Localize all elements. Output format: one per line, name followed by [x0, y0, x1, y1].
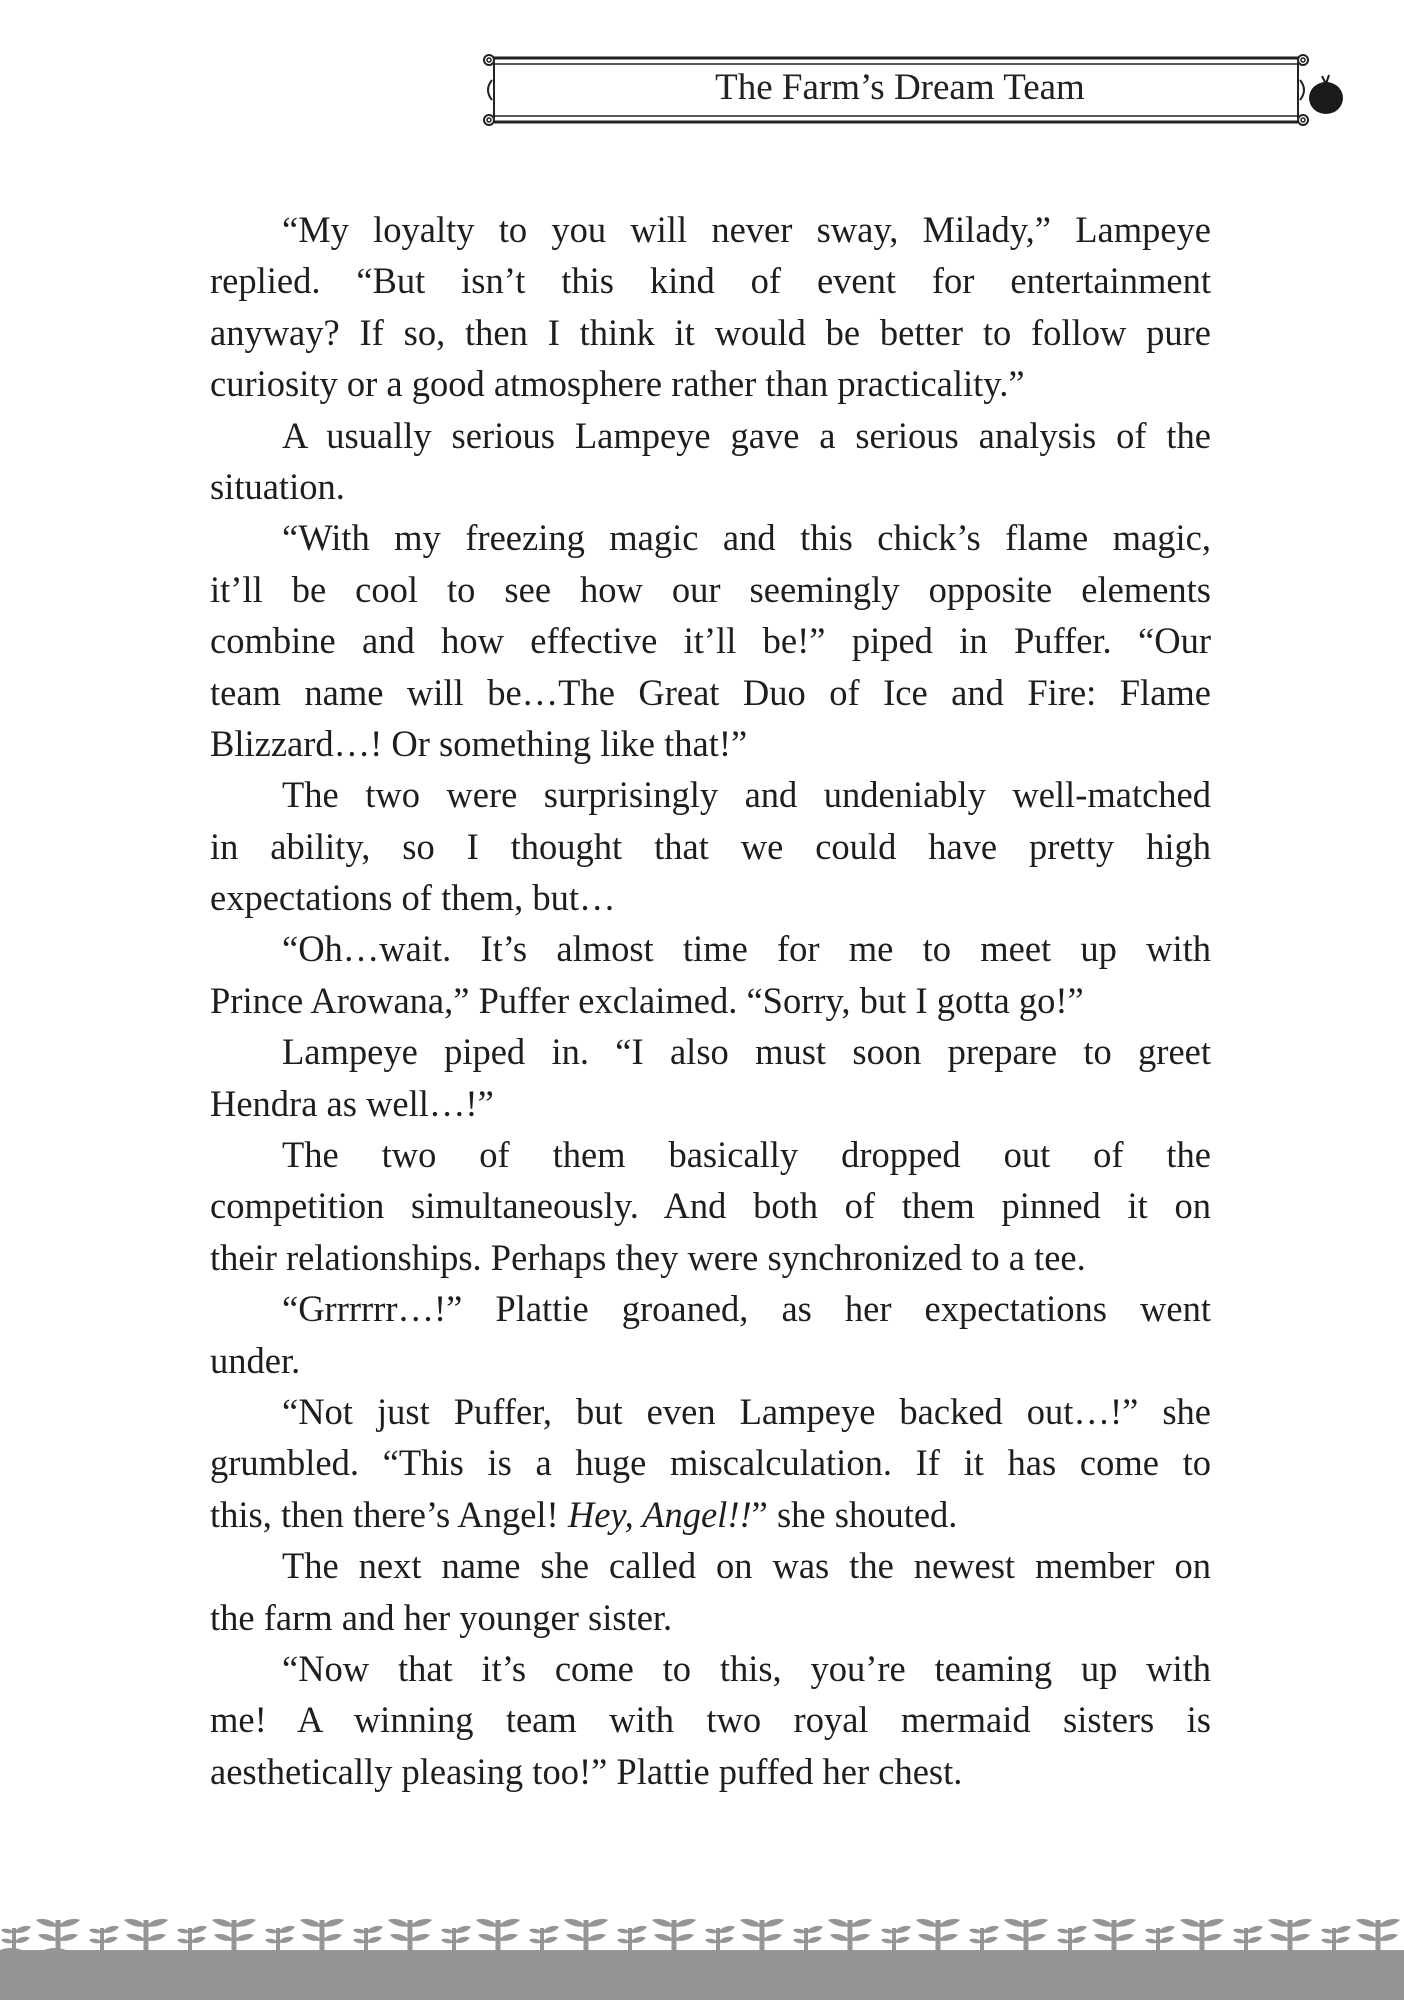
paragraph	[210, 204, 1211, 410]
sprout-border	[0, 1900, 1404, 2000]
sprout-icon	[740, 1919, 784, 1952]
sprout-icon	[529, 1926, 559, 1952]
text-line: Lampeye piped in. “I also must soon prepare to greet	[282, 1031, 1211, 1073]
paragraph	[210, 1540, 1211, 1643]
text-line: me! A winning team with two royal mermaid sisters is	[210, 1699, 1211, 1741]
paragraph	[210, 1129, 1211, 1283]
text-line: Hendra as well…!”	[210, 1082, 494, 1124]
sprout-icon	[1, 1926, 31, 1952]
text-line: replied. “But isn’t this kind of event for entertainment	[210, 260, 1211, 302]
sprout-icon	[1092, 1919, 1136, 1952]
text-line: Prince Arowana,” Puffer exclaimed. “Sorry, but I gotta go!”	[210, 979, 1084, 1021]
text-line: “With my freezing magic and this chick’s flame magic,	[282, 517, 1211, 559]
sprout-icon	[1321, 1926, 1351, 1952]
italic-text: Hey, Angel!!	[567, 1493, 752, 1535]
sprout-icon	[564, 1919, 608, 1952]
text-line: expectations of them, but…	[210, 877, 616, 919]
text-line: The two of them basically dropped out of the	[282, 1134, 1211, 1176]
sprout-icon	[476, 1919, 520, 1952]
text-line: “My loyalty to you will never sway, Milady,” Lampeye	[282, 209, 1211, 250]
text-line: combine and how effective it’ll be!” piped in Puffer. “Our	[210, 620, 1211, 662]
paragraph	[210, 1386, 1211, 1540]
text-line: competition simultaneously. And both of them pinned it on	[210, 1185, 1211, 1227]
sprout-icon	[617, 1926, 647, 1952]
sprout-icon	[1145, 1926, 1175, 1952]
ground-fill	[0, 1950, 1404, 2000]
paragraph	[210, 1283, 1211, 1386]
sprout-icon	[388, 1919, 432, 1952]
sprout-icon	[124, 1919, 168, 1952]
text-line: it’ll be cool to see how our seemingly opposite elements	[210, 568, 1211, 610]
text-line: curiosity or a good atmosphere rather than practicality.”	[210, 363, 1025, 405]
text-line: “Oh…wait. It’s almost time for me to meet up with	[282, 928, 1211, 970]
text-segment: this, then there’s Angel!	[210, 1493, 568, 1535]
sprout-icon	[300, 1919, 344, 1952]
text-line: in ability, so I thought that we could have pretty high	[210, 825, 1211, 867]
text-line: “Now that it’s come to this, you’re teaming up with	[282, 1647, 1211, 1689]
body-text	[210, 204, 1211, 1797]
text-line: anyway? If so, then I think it would be better to follow pure	[210, 311, 1211, 353]
sprout-icon	[793, 1926, 823, 1952]
sprout-icon	[177, 1926, 207, 1952]
sprout-icon	[969, 1926, 999, 1952]
text-line: under.	[210, 1339, 301, 1381]
sprout-icon	[881, 1926, 911, 1952]
paragraph	[210, 1643, 1211, 1797]
sprout-icon	[36, 1919, 80, 1952]
header-title: The Farm’s Dream Team	[715, 67, 1085, 108]
paragraph	[210, 923, 1211, 1026]
sprout-icon	[441, 1926, 471, 1952]
text-line: A usually serious Lampeye gave a serious analysis of the	[282, 414, 1211, 456]
sprout-icon	[1180, 1919, 1224, 1952]
sprout-icon	[1233, 1926, 1263, 1952]
text-line: aesthetically pleasing too!” Plattie puffed her chest.	[210, 1750, 963, 1792]
text-line: their relationships. Perhaps they were synchronized to a tee.	[210, 1236, 1086, 1278]
sprout-icon	[1057, 1926, 1087, 1952]
sprout-icon	[353, 1926, 383, 1952]
sprout-icon	[89, 1926, 119, 1952]
sprout-icon	[705, 1926, 735, 1952]
text-line: the farm and her younger sister.	[210, 1596, 673, 1638]
text-line: The next name she called on was the newest member on	[282, 1545, 1211, 1587]
text-line: grumbled. “This is a huge miscalculation. If it has come to	[210, 1442, 1211, 1484]
paragraph	[210, 410, 1211, 513]
sprout-icon	[1356, 1919, 1400, 1952]
text-line: “Grrrrrr…!” Plattie groaned, as her expectations went	[282, 1288, 1211, 1330]
text-line: Blizzard…! Or something like that!”	[210, 722, 748, 764]
text-segment: ” she shouted.	[751, 1493, 958, 1535]
sprout-icon	[828, 1919, 872, 1952]
text-line: The two were surprisingly and undeniably well-matched	[282, 774, 1211, 816]
text-line: situation.	[210, 465, 345, 507]
sprout-icon	[652, 1919, 696, 1952]
sprout-icon	[265, 1926, 295, 1952]
paragraph	[210, 1026, 1211, 1129]
sprout-icon	[916, 1919, 960, 1952]
sprout-icon	[212, 1919, 256, 1952]
sprout-icon	[1268, 1919, 1312, 1952]
sprout-icon	[1004, 1919, 1048, 1952]
text-line: “Not just Puffer, but even Lampeye backed out…!” she	[282, 1390, 1211, 1432]
tomato-icon	[1306, 72, 1346, 116]
text-line	[210, 1489, 1211, 1540]
paragraph	[210, 512, 1211, 769]
running-header	[480, 52, 1320, 128]
paragraph	[210, 769, 1211, 923]
text-line: team name will be…The Great Duo of Ice and Fire: Flame	[210, 671, 1211, 713]
